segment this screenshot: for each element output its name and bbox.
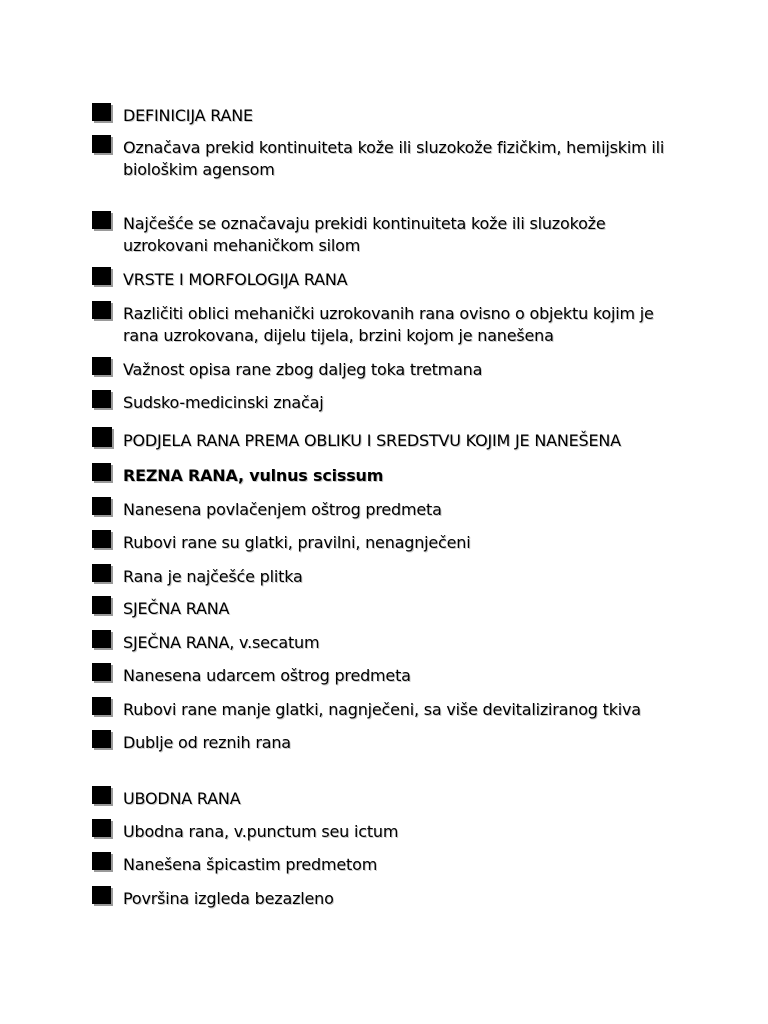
square-bullet-icon — [92, 211, 111, 229]
square-bullet-icon — [92, 427, 112, 447]
list-item-text: Rubovi rane manje glatki, nagnječeni, sa više devitaliziranog tkiva — [123, 700, 641, 719]
list-item-text: Dublje od reznih rana — [123, 733, 291, 752]
square-bullet-icon — [92, 103, 111, 121]
square-bullet-icon — [92, 357, 111, 375]
square-bullet-icon — [92, 697, 111, 715]
square-bullet-icon — [92, 390, 111, 408]
list-item-text: Nanesena povlačenjem oštrog predmeta — [123, 500, 442, 519]
list-item-text: REZNA RANA, vulnus scissum — [123, 466, 384, 485]
square-bullet-icon — [92, 852, 111, 870]
square-bullet-icon — [92, 564, 111, 582]
square-bullet-icon — [92, 663, 111, 681]
list-item-text: Ubodna rana, v.punctum seu ictum — [123, 822, 399, 841]
square-bullet-icon — [92, 886, 111, 904]
list-item-text: Rana je najčešće plitka — [123, 567, 303, 586]
list-item-text: Sudsko-medicinski značaj — [123, 393, 324, 412]
square-bullet-icon — [92, 530, 111, 548]
list-item-text: Nanešena špicastim predmetom — [123, 855, 378, 874]
list-item-text: DEFINICIJA RANE — [123, 106, 253, 125]
square-bullet-icon — [92, 630, 111, 648]
square-bullet-icon — [92, 497, 111, 515]
list-item-text: VRSTE I MORFOLOGIJA RANA — [123, 270, 348, 289]
square-bullet-icon — [92, 786, 111, 804]
square-bullet-icon — [92, 596, 111, 614]
square-bullet-icon — [92, 267, 111, 285]
list-item-text: Označava prekid kontinuiteta kože ili sluzokože fizičkim, hemijskim ili biološkim agensom — [123, 138, 665, 179]
square-bullet-icon — [92, 135, 111, 153]
list-item-text: Rubovi rane su glatki, pravilni, nenagnječeni — [123, 533, 471, 552]
square-bullet-icon — [92, 301, 111, 319]
list-item-text: Različiti oblici mehanički uzrokovanih rana ovisno o objektu kojim je rana uzrokovana, dijelu tijela, brzini kojom je nanešena — [123, 304, 654, 345]
list-item-text: Površina izgleda bezazleno — [123, 889, 334, 908]
list-item-text: PODJELA RANA PREMA OBLIKU I SREDSTVU KOJIM JE NANEŠENA — [123, 431, 621, 450]
list-item-text: SJEČNA RANA — [123, 599, 230, 618]
list-item-text: SJEČNA RANA, v.secatum — [123, 633, 320, 652]
list-item-text: Važnost opisa rane zbog daljeg toka tretmana — [123, 360, 483, 379]
list-item-text: Nanesena udarcem oštrog predmeta — [123, 666, 411, 685]
square-bullet-icon — [92, 819, 111, 837]
list-item-text: Najčešće se označavaju prekidi kontinuiteta kože ili sluzokože uzrokovani mehaničkom silom — [123, 214, 606, 255]
list-item-text: UBODNA RANA — [123, 789, 241, 808]
square-bullet-icon — [92, 730, 111, 748]
square-bullet-icon — [92, 463, 111, 481]
